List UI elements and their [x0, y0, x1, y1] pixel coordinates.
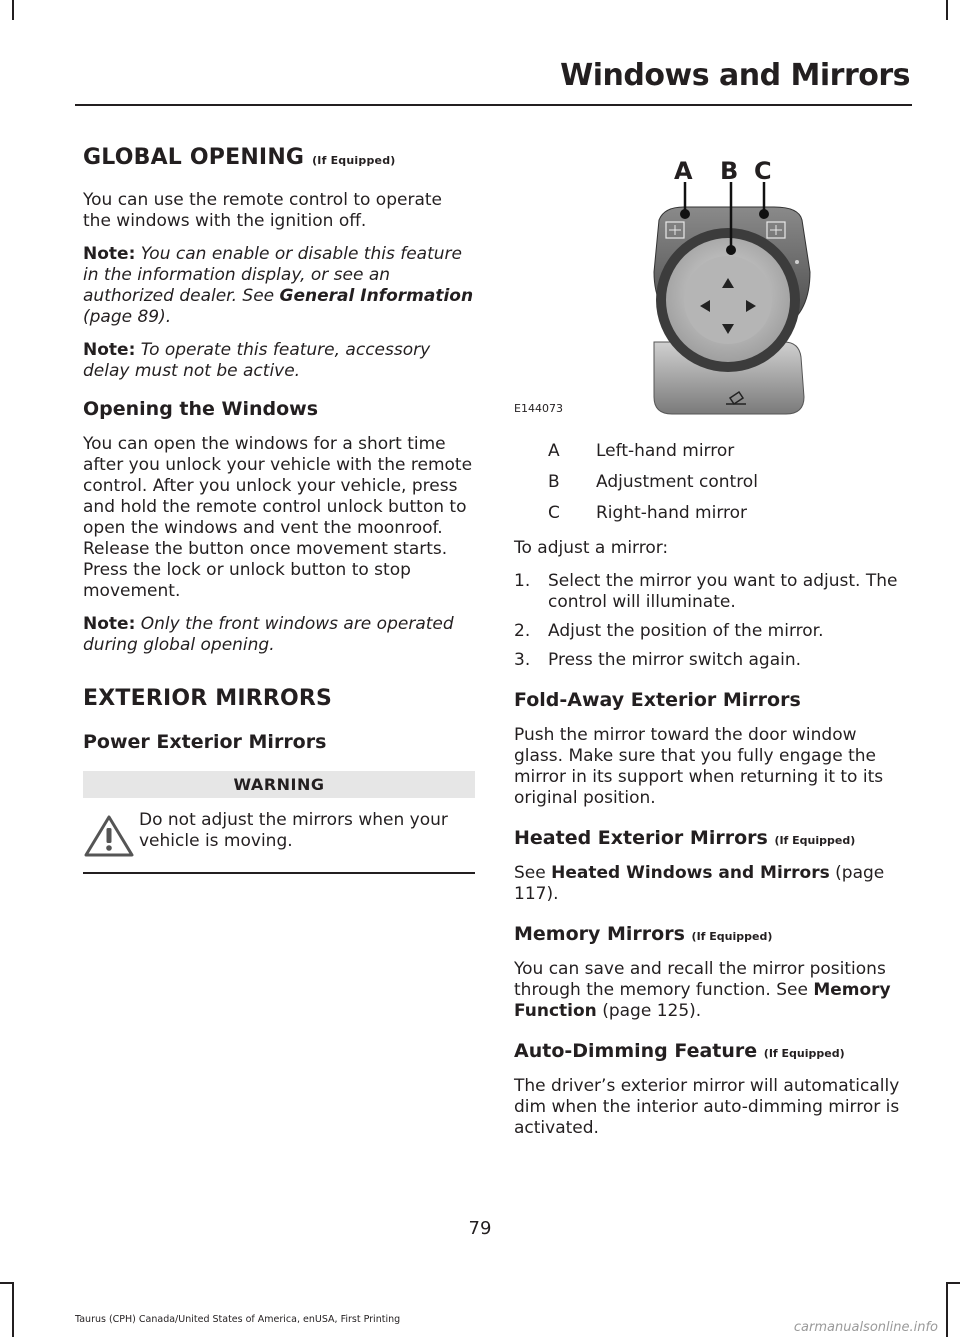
if-equipped-tag: (If Equipped) — [691, 930, 773, 943]
callout-b: B — [720, 157, 739, 185]
legend-row-c: C Right-hand mirror — [548, 503, 748, 523]
legend — [514, 441, 909, 524]
opening-windows-heading: Opening the Windows — [83, 398, 319, 420]
list-item: 2. Adjust the position of the mirror. — [514, 621, 824, 641]
page-title: Windows and Mirrors — [560, 58, 910, 93]
callout-c: C — [754, 157, 772, 185]
legend-row-b: B Adjustment control — [548, 472, 758, 492]
figure-code: E144073 — [514, 402, 563, 415]
crop-mark-bottom-right-h — [946, 1282, 960, 1284]
warning-header: WARNING — [83, 771, 475, 798]
callout-a: A — [674, 157, 693, 185]
crop-mark-bottom-right-v — [946, 1282, 948, 1337]
legend-row-a: A Left-hand mirror — [548, 441, 735, 461]
note-accessory-delay: Note: To operate this feature, accessory delay must not be active. — [83, 340, 431, 381]
fold-away-body: Push the mirror toward the door window glass. Make sure that you fully engage the mirror in its support when returning it to its original position. — [514, 725, 884, 808]
note-front-windows: Note: Only the front windows are operated during global opening. — [83, 614, 454, 655]
footer-text: Taurus (CPH) Canada/United States of America, enUSA, First Printing — [75, 1314, 401, 1325]
crop-mark-top-right-v — [946, 0, 948, 20]
global-opening-intro: You can use the remote control to operate the windows with the ignition off. — [83, 190, 442, 231]
note-enable-disable: Note: You can enable or disable this feature in the information display, or see an authorized dealer. See General Information (page 89). — [83, 244, 474, 327]
warning-box — [83, 798, 475, 874]
list-item: 1. Select the mirror you want to adjust. The control will illuminate. — [514, 571, 898, 612]
memory-mirrors-heading: Memory Mirrors (If Equipped) — [514, 923, 773, 945]
global-opening-heading: GLOBAL OPENING (If Equipped) — [83, 145, 396, 170]
watermark: carmanualsonline.info — [793, 1320, 938, 1335]
mirror-switch-illustration — [514, 152, 909, 427]
heated-windows-link[interactable]: Heated Windows and Mirrors — [551, 863, 830, 883]
warning-triangle-icon — [83, 814, 135, 858]
exterior-mirrors-heading: EXTERIOR MIRRORS — [83, 686, 333, 711]
left-column — [83, 145, 475, 874]
memory-function-link[interactable]: Memory Function — [514, 980, 891, 1021]
power-mirrors-heading: Power Exterior Mirrors — [83, 731, 327, 753]
general-information-link[interactable]: General Information — [279, 286, 474, 306]
opening-windows-body: You can open the windows for a short time after you unlock your vehicle with the remote control. After you unlock your vehicle, press and hold the remote control unlock button to open the windows and vent the moonroof. Release the button once movement starts. Press the lock or unlock button to stop movement. — [83, 434, 473, 601]
crop-mark-top-left-v — [12, 0, 14, 20]
fold-away-heading: Fold-Away Exterior Mirrors — [514, 689, 801, 711]
right-column — [514, 152, 909, 1151]
page-number: 79 — [468, 1218, 492, 1239]
if-equipped-tag: (If Equipped) — [312, 154, 396, 167]
heated-mirrors-ref: See Heated Windows and Mirrors (page 117). — [514, 863, 885, 904]
crop-mark-bottom-left-h — [0, 1282, 14, 1284]
if-equipped-tag: (If Equipped) — [763, 1047, 845, 1060]
title-rule — [75, 104, 912, 106]
auto-dimming-body: The driver’s exterior mirror will automatically dim when the interior auto-dimming mirror is activated. — [514, 1076, 900, 1138]
crop-mark-bottom-left-v — [12, 1282, 14, 1337]
auto-dimming-heading: Auto-Dimming Feature (If Equipped) — [514, 1040, 845, 1062]
adjust-intro: To adjust a mirror: — [514, 538, 669, 558]
if-equipped-tag: (If Equipped) — [774, 834, 856, 847]
mirror-control-figure — [514, 152, 909, 427]
warning-text: Do not adjust the mirrors when your vehicle is moving. — [139, 810, 448, 851]
adjust-steps — [514, 571, 909, 671]
memory-mirrors-body: You can save and recall the mirror positions through the memory function. See Memory Function (page 125). — [514, 959, 891, 1021]
list-item: 3. Press the mirror switch again. — [514, 650, 802, 670]
heated-mirrors-heading: Heated Exterior Mirrors (If Equipped) — [514, 827, 856, 849]
